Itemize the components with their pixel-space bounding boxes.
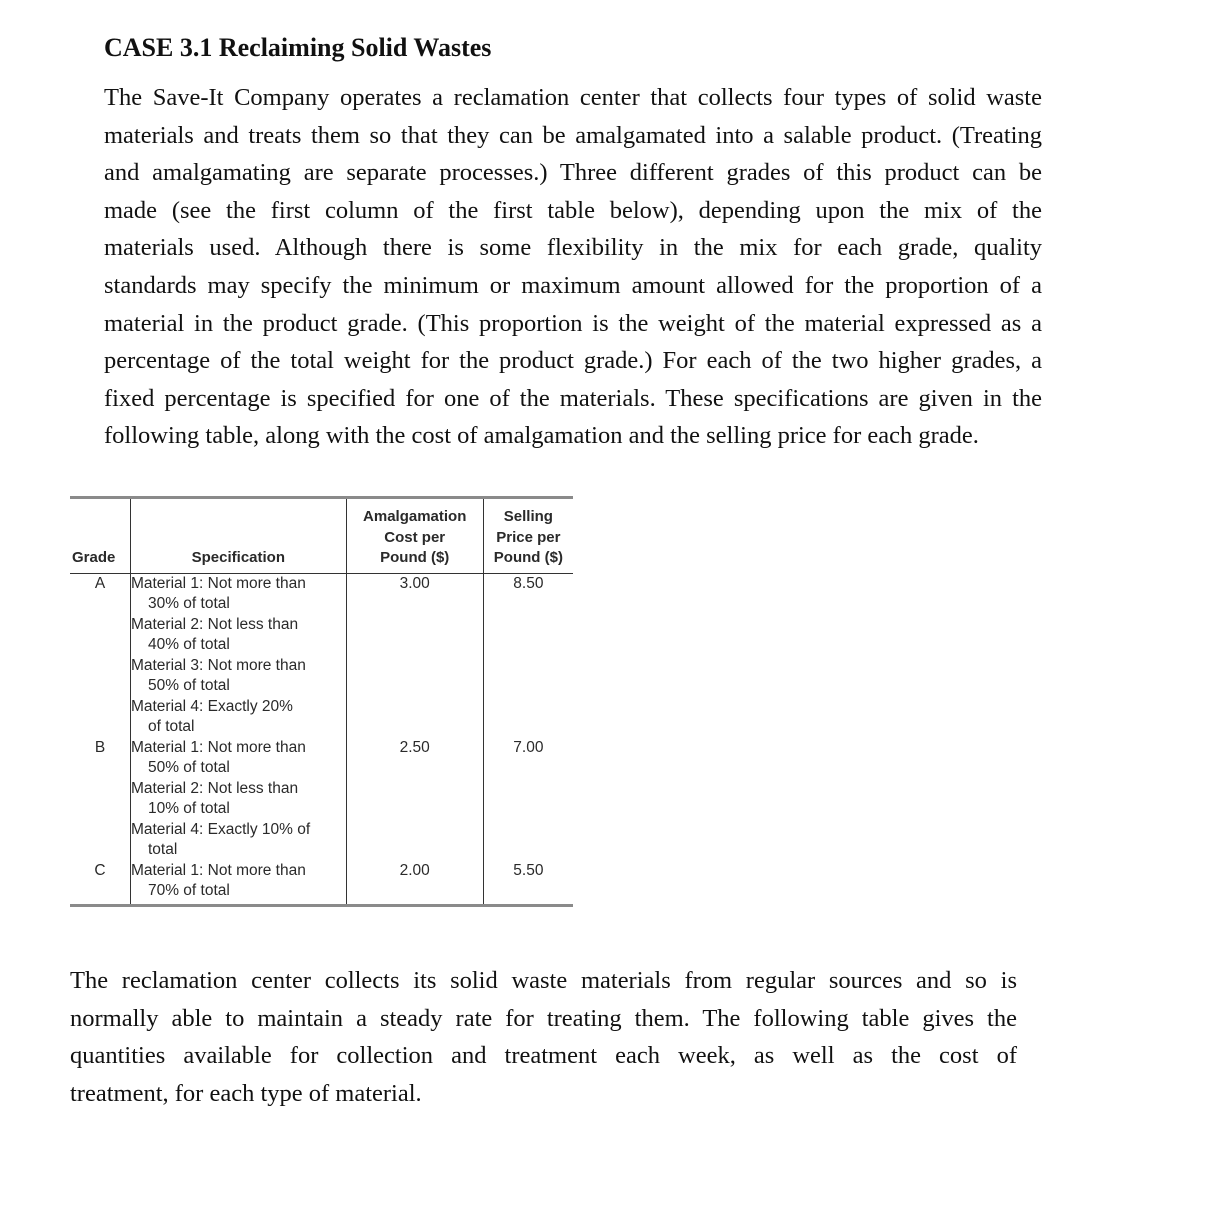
table-row (70, 861, 573, 906)
grade-cell: C (94, 861, 106, 879)
selling-price-cell: 7.00 (483, 738, 573, 861)
outro-line: normally able to maintain a steady rate for treating them. The following table gives the (70, 1004, 1017, 1032)
specification-cell (130, 573, 346, 738)
intro-line: materials and treats them so that they can be amalgamated into a salable product. (Treating (104, 121, 1042, 149)
table-row (70, 573, 573, 738)
header-amalgamation-line: Amalgamation (363, 508, 467, 525)
header-amalgamation-line: Cost per (384, 528, 446, 546)
intro-paragraph (104, 79, 1042, 455)
specification-cell (130, 738, 346, 861)
intro-line: made (see the first column of the first table below), depending upon the mix of the (104, 196, 1042, 224)
intro-line: following table, along with the cost of amalgamation and the selling price for each grade. (104, 422, 979, 450)
header-price-line: Pound ($) (493, 549, 563, 566)
intro-line: fixed percentage is specified for one of the materials. These specifications are given in the (104, 384, 1042, 412)
outro-line: treatment, for each type of material. (70, 1079, 422, 1107)
outro-line: quantities available for collection and treatment each week, as well as the cost of (70, 1042, 1017, 1070)
intro-line: standards may specify the minimum or maximum amount allowed for the proportion of a (104, 271, 1042, 299)
spec-item: Material 1: Not more than 70% of total (130, 861, 306, 899)
intro-line: percentage of the total weight for the product grade.) For each of the two higher grades, a (104, 347, 1042, 375)
amalgamation-cost-cell: 2.00 (346, 861, 483, 906)
spec-item: Material 2: Not less than 40% of total (130, 615, 299, 653)
intro-line: materials used. Although there is some flexibility in the mix for each grade, quality (104, 234, 1042, 262)
header-grade: Grade (70, 498, 130, 574)
outro-paragraph (70, 962, 1017, 1112)
selling-price-cell: 5.50 (483, 861, 573, 906)
intro-line: The Save-It Company operates a reclamation center that collects four types of solid waste (104, 84, 1042, 111)
spec-item: Material 4: Exactly 10% of total (130, 820, 311, 858)
spec-item: Material 3: Not more than 50% of total (130, 656, 306, 694)
grade-specification-table (70, 496, 573, 907)
spec-item: Material 1: Not more than 50% of total (130, 738, 306, 776)
header-price-line: Price per (496, 528, 561, 546)
table-row (70, 738, 573, 861)
header-selling-price (483, 498, 573, 574)
spec-item: Material 2: Not less than 10% of total (130, 779, 299, 817)
amalgamation-cost-cell: 3.00 (346, 573, 483, 738)
case-title: CASE 3.1 Reclaiming Solid Wastes (104, 33, 492, 62)
outro-line: The reclamation center collects its solid waste materials from regular sources and so is (70, 967, 1017, 994)
header-price-line: Selling (503, 508, 553, 525)
header-amalgamation-cost (346, 498, 483, 574)
grade-cell: B (94, 738, 106, 756)
intro-line: and amalgamating are separate processes.) Three different grades of this product can be (104, 159, 1042, 187)
spec-item: Material 1: Not more than 30% of total (130, 574, 306, 612)
amalgamation-cost-cell: 2.50 (346, 738, 483, 861)
header-amalgamation-line: Pound ($) (380, 549, 450, 566)
table-header-row (70, 498, 573, 574)
spec-item: Material 4: Exactly 20% of total (130, 697, 293, 735)
intro-line: material in the product grade. (This proportion is the weight of the material expressed as a (104, 309, 1042, 337)
selling-price-cell: 8.50 (483, 573, 573, 738)
grade-cell: A (94, 574, 106, 592)
specification-cell (130, 861, 346, 906)
header-specification: Specification (130, 498, 346, 574)
